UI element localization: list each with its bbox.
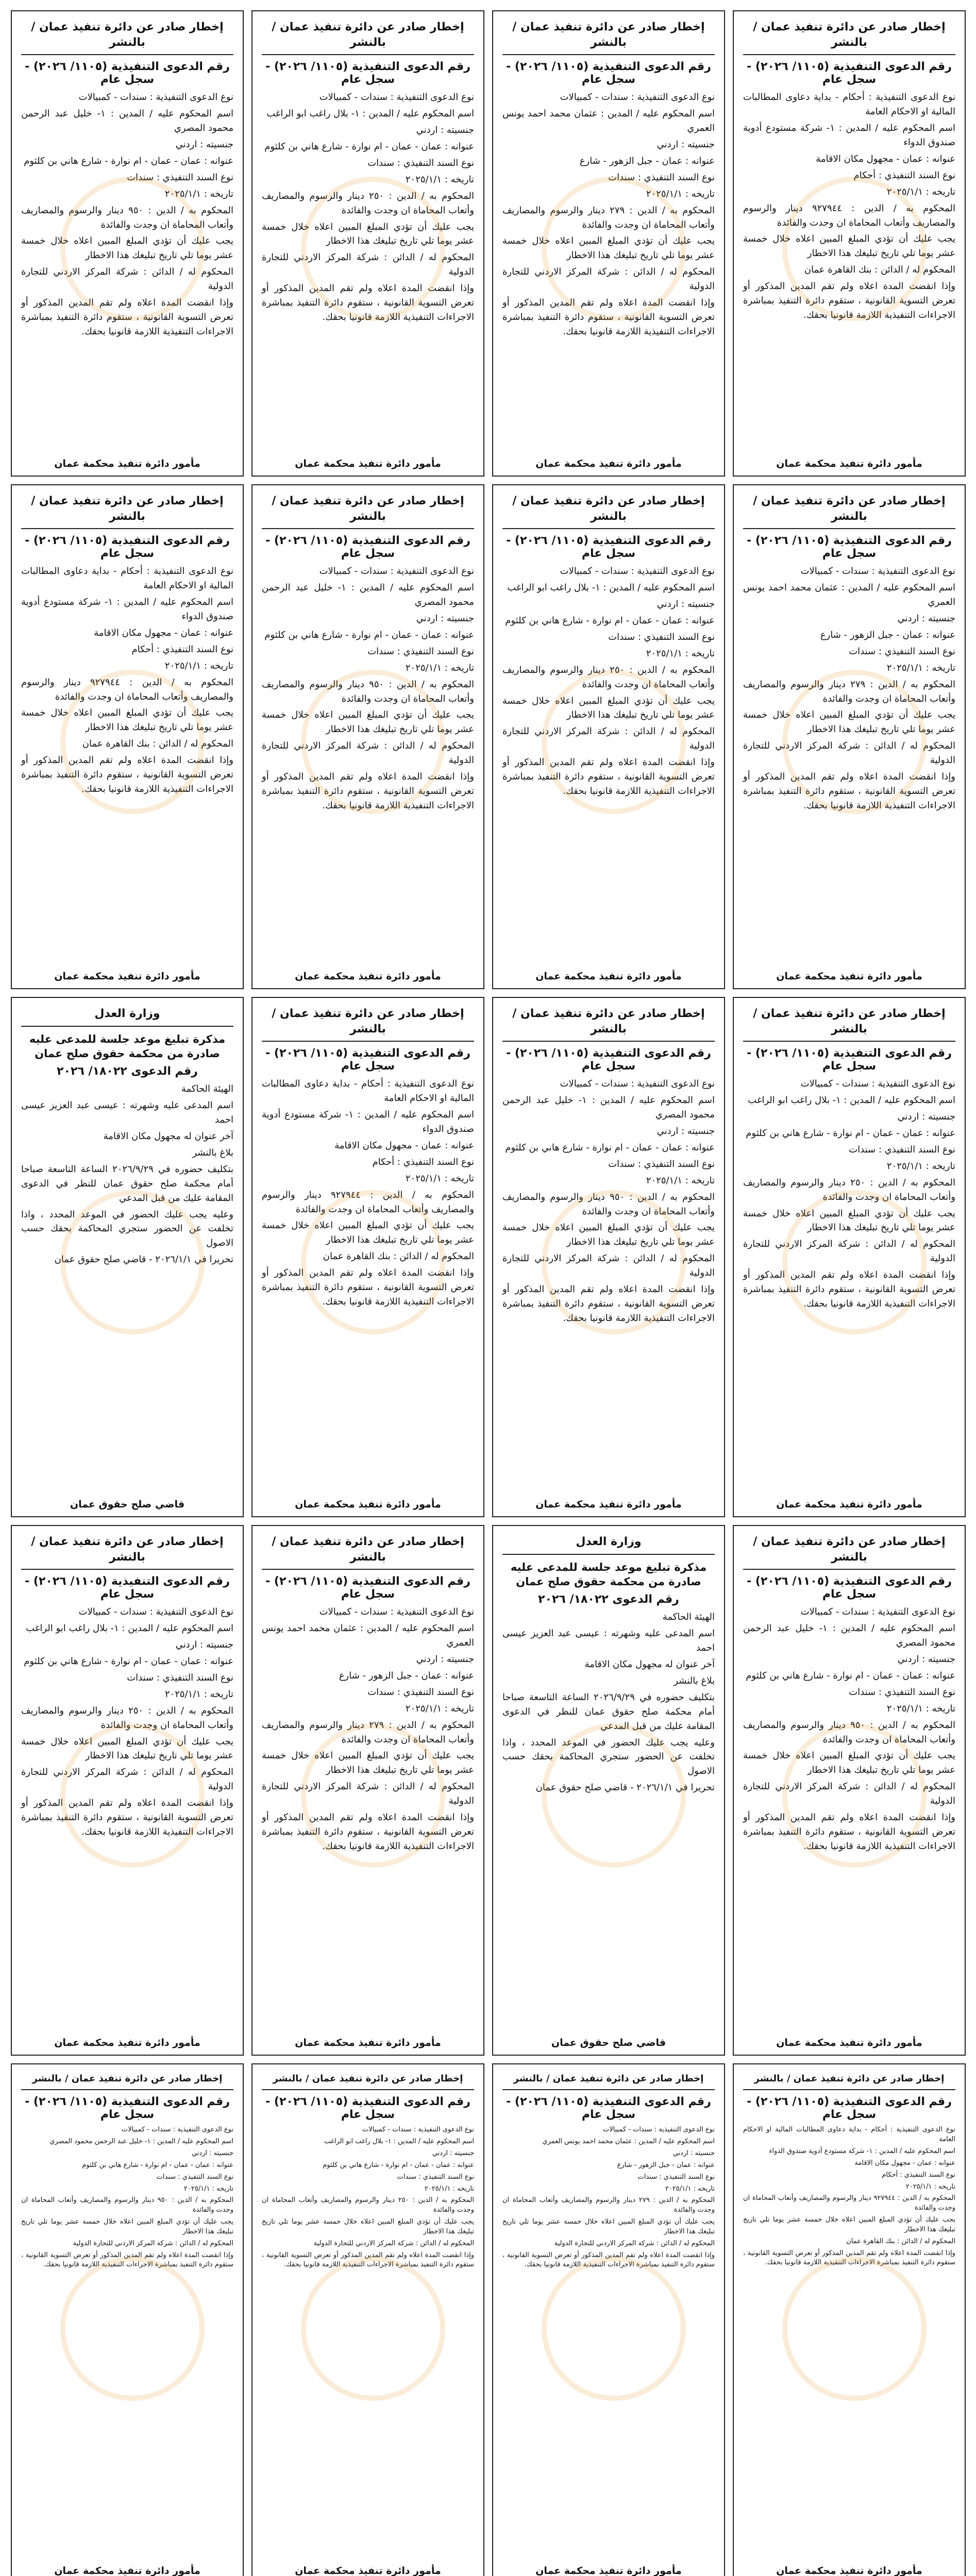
notice-box (11, 10, 244, 477)
notice-title: إخطار صادر عن دائرة تنفيذ عمان / بالنشر (743, 1006, 955, 1042)
notice-line: عنوانه : عمان - عمان - ام نوارة - شارع هاني بن كلثوم (323, 2161, 474, 2169)
notice-line: تاريخه : ٢٠٢٥/١/١ (886, 1703, 955, 1714)
notice-line: وإذا انقضت المدة اعلاه ولم تقم المدين المذكور أو تعرض التسوية القانونية ، ستقوم دائرة التنفيذ بمباشرة الاجراءات التنفيذية اللازمة قانونيا بحقك. (502, 297, 715, 337)
notice-line: جنسيته : اردني (432, 2149, 474, 2157)
notice-line: وإذا انقضت المدة اعلاه ولم تقم المدين المذكور أو تعرض التسوية القانونية ، ستقوم دائرة التنفيذ بمباشرة الاجراءات التنفيذية اللازمة قانونيا بحقك. (262, 771, 474, 811)
notice-body (743, 1605, 955, 1853)
notice-line: يجب عليك أن تؤدي المبلغ المبين اعلاه خلال خمسة عشر يوما تلي تاريخ تبليغك هذا الاخطار (743, 709, 955, 735)
notice-line: وعليه يجب عليك الحضور في الموعد المحدد ، واذا تخلفت عن الحضور ستجري المحاكمة بحقك حسب الاصول (502, 1737, 715, 1777)
notice-signature: مأمور دائرة تنفيذ محكمة عمان (535, 2565, 682, 2576)
notice-line: وإذا انقضت المدة اعلاه ولم تقم المدين المذكور أو تعرض التسوية القانونية ، ستقوم دائرة التنفيذ بمباشرة الاجراءات التنفيذية اللازمة قانونيا بحقك. (21, 2251, 233, 2269)
notice-signature: مأمور دائرة تنفيذ محكمة عمان (295, 1499, 441, 1510)
notice-line: تاريخه : ٢٠٢٥/١/١ (405, 174, 474, 185)
notice-line: تاريخه : ٢٠٢٥/١/١ (405, 1703, 474, 1714)
notice-line: بتكليف حضوره في ٢٠٢٦/٩/٢٩ الساعة التاسعة صباحا أمام محكمة صلح حقوق عمان للنظر في الدعوى المقامة عليك من قبل المدعي (502, 1691, 715, 1732)
notice-line: تاريخه : ٢٠٢٥/١/١ (164, 1688, 233, 1700)
notice-body (743, 2125, 955, 2268)
notice-line: تحريرا في ٢٠٢٦/١/١ - قاضي صلح حقوق عمان (54, 1254, 233, 1265)
notice-line: تاريخه : ٢٠٢٥/١/١ (646, 648, 715, 659)
notice-box (251, 1525, 484, 2056)
notice-line: عنوانه : عمان - عمان - ام نوارة - شارع هاني بن كلثوم (264, 629, 474, 640)
case-number: رقم الدعوى التنفيذية (١١٠٥/ ٢٠٢٦) - سجل عام (747, 2095, 952, 2122)
notice-line: جنسيته : اردني (175, 139, 233, 150)
notice-line: المحكوم به / الدين : ٩٥٠ دينار والرسوم والمصاريف وأتعاب المحاماة ان وجدت والفائدة (743, 1719, 955, 1745)
notice-line: المحكوم له / الدائن : شركة المركز الاردني للتجارة الدولية (21, 266, 233, 292)
notice-line: عنوانه : عمان - جبل الزهور - شارع (617, 2161, 715, 2169)
notice-signature: مأمور دائرة تنفيذ محكمة عمان (295, 971, 441, 982)
watermark-seal-icon (542, 2257, 686, 2401)
notice-line: وإذا انقضت المدة اعلاه ولم تقم المدين المذكور أو تعرض التسوية القانونية ، ستقوم دائرة التنفيذ بمباشرة الاجراءات التنفيذية اللازمة قانونيا بحقك. (743, 2249, 955, 2267)
notice-line: وإذا انقضت المدة اعلاه ولم تقم المدين المذكور أو تعرض التسوية القانونية ، ستقوم دائرة التنفيذ بمباشرة الاجراءات التنفيذية اللازمة قانونيا بحقك. (743, 1269, 955, 1309)
notice-line: اسم المحكوم عليه / المدين : ١- بلال راغب ابو الراغب (507, 582, 715, 594)
notice-line: نوع الدعوى التنفيذية : سندات - كمبيالات (319, 92, 474, 103)
notice-line: جنسيته : اردني (191, 2149, 233, 2157)
notice-line: تاريخه : ٢٠٢٥/١/١ (164, 188, 233, 199)
notice-line: المحكوم به / الدين : ٩٢٧٩٤٤ دينار والرسوم والمصاريف وأتعاب المحاماة ان وجدت والفائدة (262, 1189, 474, 1215)
notice-line: اسم المحكوم عليه / المدين : عثمان محمد احمد يونس العمري (743, 582, 955, 608)
notice-box (733, 484, 966, 989)
notice-line: اسم المدعى عليه وشهرته : عيسى عبد العزيز عيسى احمد (502, 1628, 715, 1654)
notice-body (21, 1605, 233, 1839)
notice-line: بلاغ بالنشر (192, 1147, 233, 1158)
notice-title: إخطار صادر عن دائرة تنفيذ عمان / بالنشر (502, 494, 715, 529)
notice-line: وإذا انقضت المدة اعلاه ولم تقم المدين المذكور أو تعرض التسوية القانونية ، ستقوم دائرة التنفيذ بمباشرة الاجراءات التنفيذية اللازمة قانونيا بحقك. (262, 1267, 474, 1307)
notice-signature: مأمور دائرة تنفيذ محكمة عمان (54, 458, 200, 469)
notice-line: المحكوم به / الدين : ٢٥٠ دينار والرسوم والمصاريف وأتعاب المحاماة ان وجدت والفائدة (21, 1705, 233, 1731)
notice-line: المحكوم له / الدائن : بنك القاهرة عمان (846, 2237, 955, 2245)
notice-line: يجب عليك أن تؤدي المبلغ المبين اعلاه خلال خمسة عشر يوما تلي تاريخ تبليغك هذا الاخطار (21, 235, 233, 261)
notice-title: إخطار صادر عن دائرة تنفيذ عمان / بالنشر (262, 494, 474, 529)
notice-line: وإذا انقضت المدة اعلاه ولم تقم المدين المذكور أو تعرض التسوية القانونية ، ستقوم دائرة التنفيذ بمباشرة الاجراءات التنفيذية اللازمة قانونيا بحقك. (21, 297, 233, 337)
notice-line: اسم المحكوم عليه / المدين : ١- خليل عبد الرحمن محمود المصري (21, 108, 233, 134)
notice-line: المحكوم له / الدائن : شركة المركز الاردني للتجارة الدولية (743, 740, 955, 766)
case-number: رقم الدعوى التنفيذية (١١٠٥/ ٢٠٢٦) - سجل عام (265, 60, 470, 87)
notice-line: نوع الدعوى التنفيذية : سندات - كمبيالات (560, 566, 715, 577)
notice-title: إخطار صادر عن دائرة تنفيذ عمان / بالنشر (502, 20, 715, 55)
notice-line: نوع الدعوى التنفيذية : سندات - كمبيالات (319, 1606, 474, 1618)
notice-subtitle: مذكرة تبليغ موعد جلسة للمدعى عليه صادرة من محكمة حقوق صلح عمان (510, 1561, 707, 1588)
notice-signature: مأمور دائرة تنفيذ محكمة عمان (295, 2565, 441, 2576)
notice-line: اسم المحكوم عليه / المدين : ١- بلال راغب ابو الراغب (266, 108, 474, 120)
notice-line: جنسيته : اردني (416, 613, 474, 624)
notice-line: المحكوم به / الدين : ٢٥٠ دينار والرسوم والمصاريف وأتعاب المحاماة ان وجدت والفائدة (262, 190, 474, 216)
notice-line: اسم المدعى عليه وشهرته : عيسى عبد العزيز عيسى احمد (21, 1100, 233, 1126)
notice-line: عنوانه : عمان - مجهول مكان الاقامة (94, 627, 233, 638)
notice-line: المحكوم له / الدائن : بنك القاهرة عمان (804, 264, 955, 276)
notice-signature: مأمور دائرة تنفيذ محكمة عمان (776, 2037, 922, 2048)
notice-body (21, 1082, 233, 1267)
notice-title: إخطار صادر عن دائرة تنفيذ عمان / بالنشر (743, 494, 955, 529)
notice-line: يجب عليك أن تؤدي المبلغ المبين اعلاه خلال خمسة عشر يوما تلي تاريخ تبليغك هذا الاخطار (502, 695, 715, 721)
notice-line: جنسيته : اردني (672, 2149, 715, 2157)
notice-box (733, 1525, 966, 2056)
notice-line: نوع الدعوى التنفيذية : أحكام - بداية دعاوى المطالبات المالية او الاحكام العامة (743, 2126, 955, 2144)
notice-line: جنسيته : اردني (657, 1126, 715, 1137)
notice-line: المحكوم به / الدين : ٩٥٠ دينار والرسوم والمصاريف وأتعاب المحاماة ان وجدت والفائدة (21, 2196, 233, 2214)
notice-line: يجب عليك أن تؤدي المبلغ المبين اعلاه خلال خمسة عشر يوما تلي تاريخ تبليغك هذا الاخطار (21, 707, 233, 733)
notice-line: تاريخه : ٢٠٢٥/١/١ (905, 2182, 955, 2191)
case-number: رقم الدعوى التنفيذية (١١٠٥/ ٢٠٢٦) - سجل عام (747, 534, 952, 561)
notice-line: نوع الدعوى التنفيذية : سندات - كمبيالات (560, 92, 715, 103)
notice-signature: قاضي صلح حقوق عمان (551, 2037, 666, 2048)
notice-line: يجب عليك أن تؤدي المبلغ المبين اعلاه خلال خمسة عشر يوما تلي تاريخ تبليغك هذا الاخطار (21, 1736, 233, 1761)
notice-line: نوع السند التنفيذي : أحكام (853, 170, 955, 181)
watermark-seal-icon (782, 2257, 927, 2401)
notice-line: يجب عليك أن تؤدي المبلغ المبين اعلاه خلال خمسة عشر يوما تلي تاريخ تبليغك هذا الاخطار (743, 1208, 955, 1233)
notice-body (502, 564, 715, 798)
notice-line: تاريخه : ٢٠٢٥/١/١ (886, 186, 955, 197)
case-number: رقم الدعوى التنفيذية (١١٠٥/ ٢٠٢٦) - سجل عام (506, 534, 711, 561)
notice-box (733, 997, 966, 1517)
notice-signature: مأمور دائرة تنفيذ محكمة عمان (54, 2565, 200, 2576)
case-number: رقم الدعوى التنفيذية (١١٠٥/ ٢٠٢٦) - سجل عام (506, 2095, 711, 2122)
notice-box (11, 1525, 244, 2056)
notice-title: وزارة العدل (21, 1006, 233, 1027)
notice-line: جنسيته : اردني (416, 1654, 474, 1665)
notice-signature: قاضي صلح حقوق عمان (70, 1499, 185, 1510)
notice-body (743, 90, 955, 322)
notice-body (502, 1610, 715, 1795)
notice-line: وإذا انقضت المدة اعلاه ولم تقم المدين المذكور أو تعرض التسوية القانونية ، ستقوم دائرة التنفيذ بمباشرة الاجراءات التنفيذية اللازمة قانونيا بحقك. (262, 1811, 474, 1852)
notice-line: جنسيته : اردني (897, 1654, 955, 1665)
notice-title: إخطار صادر عن دائرة تنفيذ عمان / بالنشر (262, 20, 474, 55)
notice-line: المحكوم له / الدائن : شركة المركز الاردني للتجارة الدولية (502, 266, 715, 292)
notice-line: وإذا انقضت المدة اعلاه ولم تقم المدين المذكور أو تعرض التسوية القانونية ، ستقوم دائرة التنفيذ بمباشرة الاجراءات التنفيذية اللازمة قانونيا بحقك. (743, 771, 955, 811)
notice-line: يجب عليك أن تؤدي المبلغ المبين اعلاه خلال خمسة عشر يوما تلي تاريخ تبليغك هذا الاخطار (743, 2216, 955, 2233)
notice-line: نوع السند التنفيذي : أحكام (882, 2171, 955, 2179)
notice-line: جنسيته : اردني (657, 599, 715, 610)
notice-line: يجب عليك أن تؤدي المبلغ المبين اعلاه خلال خمسة عشر يوما تلي تاريخ تبليغك هذا الاخطار (502, 1222, 715, 1248)
notice-line: نوع الدعوى التنفيذية : أحكام - بداية دعاوى المطالبات المالية او الاحكام العامة (21, 566, 233, 591)
notice-line: عنوانه : عمان - مجهول مكان الاقامة (816, 153, 955, 164)
notice-line: اسم المحكوم عليه / المدين : ١- بلال راغب ابو الراغب (748, 1095, 955, 1106)
notice-line: نوع السند التنفيذي : سندات (637, 2173, 715, 2181)
notice-body (262, 564, 474, 812)
notice-title: إخطار صادر عن دائرة تنفيذ عمان / بالنشر (743, 1534, 955, 1570)
notice-line: آخر عنوان له مجهول مكان الاقامة (103, 1131, 233, 1142)
notice-title: إخطار صادر عن دائرة تنفيذ عمان / بالنشر (21, 1534, 233, 1570)
notice-box (11, 2063, 244, 2576)
notice-body (743, 564, 955, 812)
notice-box (251, 484, 484, 989)
notice-line: المحكوم به / الدين : ٢٧٩ دينار والرسوم والمصاريف وأتعاب المحاماة ان وجدت والفائدة (502, 2196, 715, 2214)
notice-line: نوع السند التنفيذي : سندات (156, 2173, 233, 2181)
notice-body (743, 1077, 955, 1311)
notice-line: نوع السند التنفيذي : سندات (367, 157, 474, 168)
notice-title: إخطار صادر عن دائرة تنفيذ عمان / بالنشر (743, 2073, 955, 2090)
notice-title: إخطار صادر عن دائرة تنفيذ عمان / بالنشر (21, 2073, 233, 2090)
notice-line: يجب عليك أن تؤدي المبلغ المبين اعلاه خلال خمسة عشر يوما تلي تاريخ تبليغك هذا الاخطار (743, 233, 955, 259)
notice-title: إخطار صادر عن دائرة تنفيذ عمان / بالنشر (21, 20, 233, 55)
notice-line: يجب عليك أن تؤدي المبلغ المبين اعلاه خلال خمسة عشر يوما تلي تاريخ تبليغك هذا الاخطار (743, 1750, 955, 1776)
notice-line: نوع الدعوى التنفيذية : سندات - كمبيالات (800, 1606, 955, 1618)
notice-line: وإذا انقضت المدة اعلاه ولم تقم المدين المذكور أو تعرض التسوية القانونية ، ستقوم دائرة التنفيذ بمباشرة الاجراءات التنفيذية اللازمة قانونيا بحقك. (21, 755, 233, 794)
notice-line: المحكوم به / الدين : ٩٢٧٩٤٤ دينار والرسوم والمصاريف وأتعاب المحاماة ان وجدت والفائدة (21, 676, 233, 702)
notice-line: عنوانه : عمان - عمان - ام نوارة - شارع هاني بن كلثوم (505, 1142, 715, 1153)
notice-line: نوع السند التنفيذي : سندات (849, 646, 955, 657)
notice-line: اسم المحكوم عليه / المدين : ١- شركة مستودع أدوية صندوق الدواء (743, 123, 955, 148)
case-number: رقم الدعوى التنفيذية (١١٠٥/ ٢٠٢٦) - سجل عام (747, 60, 952, 87)
notice-line: يجب عليك أن تؤدي المبلغ المبين اعلاه خلال خمسة عشر يوما تلي تاريخ تبليغك هذا الاخطار (262, 2218, 474, 2235)
notice-box (733, 2063, 966, 2576)
notice-line: يجب عليك أن تؤدي المبلغ المبين اعلاه خلال خمسة عشر يوما تلي تاريخ تبليغك هذا الاخطار (262, 1220, 474, 1246)
notice-title: إخطار صادر عن دائرة تنفيذ عمان / بالنشر (262, 1006, 474, 1042)
notice-body (502, 2125, 715, 2270)
notice-line: تاريخه : ٢٠٢٥/١/١ (886, 662, 955, 673)
notice-line: جنسيته : اردني (897, 1111, 955, 1123)
notice-body (262, 1605, 474, 1853)
notice-signature: مأمور دائرة تنفيذ محكمة عمان (776, 2565, 922, 2576)
notice-line: عنوانه : عمان - عمان - ام نوارة - شارع هاني بن كلثوم (264, 141, 474, 152)
notice-line: عنوانه : عمان - عمان - ام نوارة - شارع هاني بن كلثوم (746, 1670, 955, 1681)
notice-title: إخطار صادر عن دائرة تنفيذ عمان / بالنشر (502, 1006, 715, 1042)
notice-title: إخطار صادر عن دائرة تنفيذ عمان / بالنشر (502, 2073, 715, 2090)
notice-line: نوع الدعوى التنفيذية : سندات - كمبيالات (560, 1078, 715, 1090)
notice-line: نوع السند التنفيذي : سندات (849, 1144, 955, 1155)
notice-line: المحكوم به / الدين : ٩٢٧٩٤٤ دينار والرسوم والمصاريف وأتعاب المحاماة ان وجدت والفائدة (743, 2194, 956, 2212)
notice-signature: مأمور دائرة تنفيذ محكمة عمان (776, 971, 922, 982)
notice-signature: مأمور دائرة تنفيذ محكمة عمان (535, 971, 682, 982)
notice-line: المحكوم له / الدائن : شركة المركز الاردني للتجارة الدولية (743, 1239, 955, 1264)
notice-line: وعليه يجب عليك الحضور في الموعد المحدد ، واذا تخلفت عن الحضور ستجري المحاكمة بحقك حسب الاصول (21, 1209, 233, 1249)
notice-box (492, 2063, 725, 2576)
notice-line: اسم المحكوم عليه / المدين : ١- خليل عبد الرحمن محمود المصري (49, 2138, 233, 2146)
notice-line: اسم المحكوم عليه / المدين : ١- خليل عبد الرحمن محمود المصري (262, 582, 474, 608)
notice-box (492, 484, 725, 989)
notice-line: يجب عليك أن تؤدي المبلغ المبين اعلاه خلال خمسة عشر يوما تلي تاريخ تبليغك هذا الاخطار (262, 221, 474, 247)
notice-line: تاريخه : ٢٠٢٥/١/١ (646, 188, 715, 199)
notice-line: اسم المحكوم عليه / المدين : ١- شركة مستودع أدوية صندوق الدواء (262, 1109, 474, 1135)
notice-line: تاريخه : ٢٠٢٥/١/١ (183, 2184, 233, 2193)
notice-title: وزارة العدل (502, 1534, 715, 1555)
notice-line: المحكوم له / الدائن : شركة المركز الاردني للتجارة الدولية (21, 1767, 233, 1792)
notice-line: وإذا انقضت المدة اعلاه ولم تقم المدين المذكور أو تعرض التسوية القانونية ، ستقوم دائرة التنفيذ بمباشرة الاجراءات التنفيذية اللازمة قانونيا بحقك. (743, 1811, 955, 1852)
notice-line: نوع الدعوى التنفيذية : سندات - كمبيالات (319, 566, 474, 577)
notice-line: نوع السند التنفيذي : أحكام (372, 1156, 474, 1167)
notice-line: نوع الدعوى التنفيذية : سندات - كمبيالات (78, 1606, 233, 1618)
notice-subtitle: مذكرة تبليغ موعد جلسة للمدعى عليه صادرة من محكمة حقوق صلح عمان (29, 1032, 226, 1060)
case-number: رقم الدعوى التنفيذية (١١٠٥/ ٢٠٢٦) - سجل عام (25, 534, 230, 561)
notice-line: اسم المحكوم عليه / المدين : عثمان محمد احمد يونس العمري (262, 1623, 474, 1649)
notice-line: اسم المحكوم عليه / المدين : ١- بلال راغب ابو الراغب (324, 2138, 474, 2146)
case-number: رقم الدعوى التنفيذية (١١٠٥/ ٢٠٢٦) - سجل عام (265, 2095, 470, 2122)
notice-title: إخطار صادر عن دائرة تنفيذ عمان / بالنشر (21, 494, 233, 529)
notice-line: عنوانه : عمان - عمان - ام نوارة - شارع هاني بن كلثوم (24, 155, 233, 166)
notice-line: المحكوم له / الدائن : بنك القاهرة عمان (323, 1251, 474, 1262)
case-number: رقم الدعوى التنفيذية (١١٠٥/ ٢٠٢٦) - سجل عام (265, 534, 470, 561)
notice-line: المحكوم به / الدين : ٩٢٧٩٤٤ دينار والرسوم والمصاريف وأتعاب المحاماة ان وجدت والفائدة (743, 202, 955, 228)
notice-line: يجب عليك أن تؤدي المبلغ المبين اعلاه خلال خمسة عشر يوما تلي تاريخ تبليغك هذا الاخطار (502, 235, 715, 261)
notice-line: المحكوم له / الدائن : شركة المركز الاردني للتجارة الدولية (313, 2239, 474, 2247)
notice-body (21, 2125, 233, 2270)
notice-line: اسم المحكوم عليه / المدين : عثمان محمد احمد يونس العمري (502, 108, 715, 134)
case-number: رقم الدعوى التنفيذية (١١٠٥/ ٢٠٢٦) - سجل عام (506, 60, 711, 87)
notice-line: جنسيته : اردني (897, 613, 955, 624)
notice-line: نوع السند التنفيذي : سندات (397, 2173, 474, 2181)
notice-box (251, 2063, 484, 2576)
notice-line: المحكوم له / الدائن : شركة المركز الاردني للتجارة الدولية (502, 1253, 715, 1279)
notice-line: المحكوم له / الدائن : شركة المركز الاردني للتجارة الدولية (502, 726, 715, 752)
notice-signature: مأمور دائرة تنفيذ محكمة عمان (776, 1499, 922, 1510)
notice-line: يجب عليك أن تؤدي المبلغ المبين اعلاه خلال خمسة عشر يوما تلي تاريخ تبليغك هذا الاخطار (262, 709, 474, 735)
case-number: رقم الدعوى التنفيذية (١١٠٥/ ٢٠٢٦) - سجل عام (265, 1575, 470, 1601)
notice-line: المحكوم به / الدين : ٢٥٠ دينار والرسوم والمصاريف وأتعاب المحاماة ان وجدت والفائدة (743, 1177, 955, 1202)
notice-line: يجب عليك أن تؤدي المبلغ المبين اعلاه خلال خمسة عشر يوما تلي تاريخ تبليغك هذا الاخطار (502, 2218, 715, 2235)
notice-line: عنوانه : عمان - مجهول مكان الاقامة (854, 2159, 955, 2167)
notice-line: يجب عليك أن تؤدي المبلغ المبين اعلاه خلال خمسة عشر يوما تلي تاريخ تبليغك هذا الاخطار (21, 2218, 233, 2235)
notice-line: المحكوم به / الدين : ٩٥٠ دينار والرسوم والمصاريف وأتعاب المحاماة ان وجدت والفائدة (21, 205, 233, 230)
notice-signature: مأمور دائرة تنفيذ محكمة عمان (295, 2037, 441, 2048)
notice-body (502, 90, 715, 338)
notice-line: المحكوم به / الدين : ٢٥٠ دينار والرسوم والمصاريف وأتعاب المحاماة ان وجدت والفائدة (502, 664, 715, 690)
notice-line: جنسيته : اردني (175, 1639, 233, 1651)
notice-line: تاريخه : ٢٠٢٥/١/١ (405, 1173, 474, 1184)
notice-line: نوع السند التنفيذي : سندات (127, 1672, 233, 1683)
notice-box (11, 484, 244, 989)
notice-line: نوع الدعوى التنفيذية : سندات - كمبيالات (362, 2126, 474, 2134)
notice-line: اسم المحكوم عليه / المدين : ١- شركة مستودع أدوية صندوق الدواء (769, 2147, 955, 2155)
notice-line: اسم المحكوم عليه / المدين : ١- خليل عبد الرحمن محمود المصري (743, 1623, 955, 1649)
notice-title: إخطار صادر عن دائرة تنفيذ عمان / بالنشر (743, 20, 955, 55)
case-number: رقم الدعوى ١٨٠٢٢/ ٢٠٢٦ (57, 1065, 198, 1078)
notice-line: بتكليف حضوره في ٢٠٢٦/٩/٢٩ الساعة التاسعة صباحا أمام محكمة صلح حقوق عمان للنظر في الدعوى المقامة عليك من قبل المدعي (21, 1163, 233, 1204)
notice-line: عنوانه : عمان - عمان - ام نوارة - شارع هاني بن كلثوم (82, 2161, 233, 2169)
notice-line: وإذا انقضت المدة اعلاه ولم تقم المدين المذكور أو تعرض التسوية القانونية ، ستقوم دائرة التنفيذ بمباشرة الاجراءات التنفيذية اللازمة قانونيا بحقك. (262, 283, 474, 323)
notice-signature: مأمور دائرة تنفيذ محكمة عمان (776, 458, 922, 469)
notice-box (492, 10, 725, 477)
case-number: رقم الدعوى التنفيذية (١١٠٥/ ٢٠٢٦) - سجل عام (25, 1575, 230, 1601)
notice-line: جنسيته : اردني (416, 125, 474, 136)
notice-line: تاريخه : ٢٠٢٥/١/١ (665, 2184, 715, 2193)
notice-line: المحكوم له / الدائن : شركة المركز الاردني للتجارة الدولية (262, 740, 474, 766)
notice-line: يجب عليك أن تؤدي المبلغ المبين اعلاه خلال خمسة عشر يوما تلي تاريخ تبليغك هذا الاخطار (262, 1750, 474, 1776)
notice-line: نوع الدعوى التنفيذية : سندات - كمبيالات (800, 1078, 955, 1090)
case-number: رقم الدعوى التنفيذية (١١٠٥/ ٢٠٢٦) - سجل عام (25, 60, 230, 87)
notice-line: تاريخه : ٢٠٢٥/١/١ (405, 662, 474, 673)
notice-line: وإذا انقضت المدة اعلاه ولم تقم المدين المذكور أو تعرض التسوية القانونية ، ستقوم دائرة التنفيذ بمباشرة الاجراءات التنفيذية اللازمة قانونيا بحقك. (502, 1283, 715, 1324)
notice-line: نوع الدعوى التنفيذية : أحكام - بداية دعاوى المطالبات المالية او الاحكام العامة (743, 92, 955, 117)
case-number: رقم الدعوى التنفيذية (١١٠٥/ ٢٠٢٦) - سجل عام (506, 1047, 711, 1073)
notice-line: نوع السند التنفيذي : سندات (608, 631, 715, 642)
notice-box (251, 997, 484, 1517)
notice-body (21, 564, 233, 796)
notice-body (262, 90, 474, 324)
notice-line: المحكوم به / الدين : ٩٥٠ دينار والرسوم والمصاريف وأتعاب المحاماة ان وجدت والفائدة (502, 1191, 715, 1217)
notice-line: نوع السند التنفيذي : سندات (608, 172, 715, 183)
notice-line: اسم المحكوم عليه / المدين : ١- بلال راغب ابو الراغب (26, 1623, 233, 1634)
notice-line: المحكوم له / الدائن : شركة المركز الاردني للتجارة الدولية (554, 2239, 715, 2247)
notice-signature: مأمور دائرة تنفيذ محكمة عمان (535, 1499, 682, 1510)
notice-line: نوع السند التنفيذي : سندات (127, 172, 233, 183)
case-number: رقم الدعوى التنفيذية (١١٠٥/ ٢٠٢٦) - سجل عام (747, 1575, 952, 1601)
notice-box (11, 997, 244, 1517)
notice-line: عنوانه : عمان - جبل الزهور - شارع (339, 1670, 474, 1681)
notice-signature: مأمور دائرة تنفيذ محكمة عمان (54, 971, 200, 982)
notice-line: اسم المحكوم عليه / المدين : عثمان محمد احمد يونس العمري (542, 2138, 715, 2146)
case-number: رقم الدعوى التنفيذية (١١٠٥/ ٢٠٢٦) - سجل عام (265, 1047, 470, 1073)
notice-line: نوع الدعوى التنفيذية : سندات - كمبيالات (122, 2126, 233, 2134)
notice-line: عنوانه : عمان - عمان - ام نوارة - شارع هاني بن كلثوم (24, 1656, 233, 1667)
notice-line: نوع السند التنفيذي : أحكام (131, 643, 233, 655)
notice-line: وإذا انقضت المدة اعلاه ولم تقم المدين المذكور أو تعرض التسوية القانونية ، ستقوم دائرة التنفيذ بمباشرة الاجراءات التنفيذية اللازمة قانونيا بحقك. (743, 281, 955, 320)
notice-title: إخطار صادر عن دائرة تنفيذ عمان / بالنشر (262, 1534, 474, 1570)
notice-line: المحكوم به / الدين : ٢٧٩ دينار والرسوم والمصاريف وأتعاب المحاماة ان وجدت والفائدة (262, 1719, 474, 1745)
notice-title: إخطار صادر عن دائرة تنفيذ عمان / بالنشر (262, 2073, 474, 2090)
notice-signature: مأمور دائرة تنفيذ محكمة عمان (295, 458, 441, 469)
notice-line: آخر عنوان له مجهول مكان الاقامة (584, 1659, 715, 1670)
notice-line: الهيئة الحاكمة (662, 1612, 715, 1623)
notice-body (21, 90, 233, 338)
case-number: رقم الدعوى ١٨٠٢٢/ ٢٠٢٦ (538, 1593, 679, 1606)
notice-line: نوع الدعوى التنفيذية : أحكام - بداية دعاوى المطالبات المالية او الاحكام العامة (262, 1078, 474, 1104)
notice-box (492, 1525, 725, 2056)
notice-line: نوع السند التنفيذي : سندات (608, 1158, 715, 1170)
case-number: رقم الدعوى التنفيذية (١١٠٥/ ٢٠٢٦) - سجل عام (747, 1047, 952, 1073)
notice-line: وإذا انقضت المدة اعلاه ولم تقم المدين المذكور أو تعرض التسوية القانونية ، ستقوم دائرة التنفيذ بمباشرة الاجراءات التنفيذية اللازمة قانونيا بحقك. (21, 1798, 233, 1837)
notice-signature: مأمور دائرة تنفيذ محكمة عمان (54, 2037, 200, 2048)
notice-line: تحريرا في ٢٠٢٦/١/١ - قاضي صلح حقوق عمان (535, 1782, 715, 1793)
notice-line: وإذا انقضت المدة اعلاه ولم تقم المدين المذكور أو تعرض التسوية القانونية ، ستقوم دائرة التنفيذ بمباشرة الاجراءات التنفيذية اللازمة قانونيا بحقك. (502, 2251, 715, 2269)
notices-page (10, 10, 966, 2576)
notice-signature: مأمور دائرة تنفيذ محكمة عمان (535, 458, 682, 469)
notice-line: عنوانه : عمان - جبل الزهور - شارع (579, 155, 715, 166)
notice-body (262, 1077, 474, 1309)
notice-line: تاريخه : ٢٠٢٥/١/١ (886, 1160, 955, 1172)
notice-line: نوع السند التنفيذي : سندات (367, 1686, 474, 1698)
notice-line: جنسيته : اردني (657, 139, 715, 150)
watermark-seal-icon (301, 2257, 445, 2401)
notice-line: المحكوم له / الدائن : شركة المركز الاردني للتجارة الدولية (73, 2239, 233, 2247)
case-number: رقم الدعوى التنفيذية (١١٠٥/ ٢٠٢٦) - سجل عام (25, 2095, 230, 2122)
notice-line: نوع الدعوى التنفيذية : سندات - كمبيالات (603, 2126, 715, 2134)
notice-line: نوع الدعوى التنفيذية : سندات - كمبيالات (800, 566, 955, 577)
notice-line: تاريخه : ٢٠٢٥/١/١ (646, 1175, 715, 1186)
notice-line: عنوانه : عمان - عمان - ام نوارة - شارع هاني بن كلثوم (505, 615, 715, 626)
notice-line: اسم المحكوم عليه / المدين : ١- خليل عبد الرحمن محمود المصري (502, 1095, 715, 1121)
notice-line: عنوانه : عمان - جبل الزهور - شارع (820, 629, 955, 640)
notice-line: المحكوم له / الدائن : بنك القاهرة عمان (82, 738, 233, 750)
notice-line: عنوانه : عمان - عمان - ام نوارة - شارع هاني بن كلثوم (746, 1128, 955, 1139)
notice-line: المحكوم له / الدائن : شركة المركز الاردني للتجارة الدولية (262, 252, 474, 278)
notice-line: المحكوم به / الدين : ٩٥٠ دينار والرسوم والمصاريف وأتعاب المحاماة ان وجدت والفائدة (262, 679, 474, 704)
notice-body (262, 2125, 474, 2270)
notice-line: اسم المحكوم عليه / المدين : ١- شركة مستودع أدوية صندوق الدواء (21, 597, 233, 622)
notice-line: المحكوم به / الدين : ٢٧٩ دينار والرسوم والمصاريف وأتعاب المحاماة ان وجدت والفائدة (502, 205, 715, 230)
notice-box (733, 10, 966, 477)
notice-line: تاريخه : ٢٠٢٥/١/١ (164, 660, 233, 671)
notice-line: المحكوم له / الدائن : شركة المركز الاردني للتجارة الدولية (743, 1781, 955, 1807)
notice-box (492, 997, 725, 1517)
notice-line: نوع السند التنفيذي : سندات (367, 646, 474, 657)
notice-line: تاريخه : ٢٠٢٥/١/١ (424, 2184, 474, 2193)
notice-line: نوع الدعوى التنفيذية : سندات - كمبيالات (78, 92, 233, 103)
notice-line: وإذا انقضت المدة اعلاه ولم تقم المدين المذكور أو تعرض التسوية القانونية ، ستقوم دائرة التنفيذ بمباشرة الاجراءات التنفيذية اللازمة قانونيا بحقك. (262, 2251, 474, 2269)
notice-line: نوع السند التنفيذي : سندات (849, 1686, 955, 1698)
notice-line: المحكوم له / الدائن : شركة المركز الاردني للتجارة الدولية (262, 1781, 474, 1807)
notice-line: عنوانه : عمان - مجهول مكان الاقامة (334, 1140, 474, 1151)
notice-line: المحكوم به / الدين : ٢٥٠ دينار والرسوم والمصاريف وأتعاب المحاماة ان وجدت والفائدة (262, 2196, 474, 2214)
notice-body (502, 1077, 715, 1325)
notice-line: وإذا انقضت المدة اعلاه ولم تقم المدين المذكور أو تعرض التسوية القانونية ، ستقوم دائرة التنفيذ بمباشرة الاجراءات التنفيذية اللازمة قانونيا بحقك. (502, 757, 715, 796)
watermark-seal-icon (60, 2257, 205, 2401)
notice-line: الهيئة الحاكمة (181, 1083, 233, 1095)
notice-line: المحكوم به / الدين : ٢٧٩ دينار والرسوم والمصاريف وأتعاب المحاماة ان وجدت والفائدة (743, 679, 955, 704)
notice-line: بلاغ بالنشر (674, 1675, 715, 1686)
notice-box (251, 10, 484, 477)
